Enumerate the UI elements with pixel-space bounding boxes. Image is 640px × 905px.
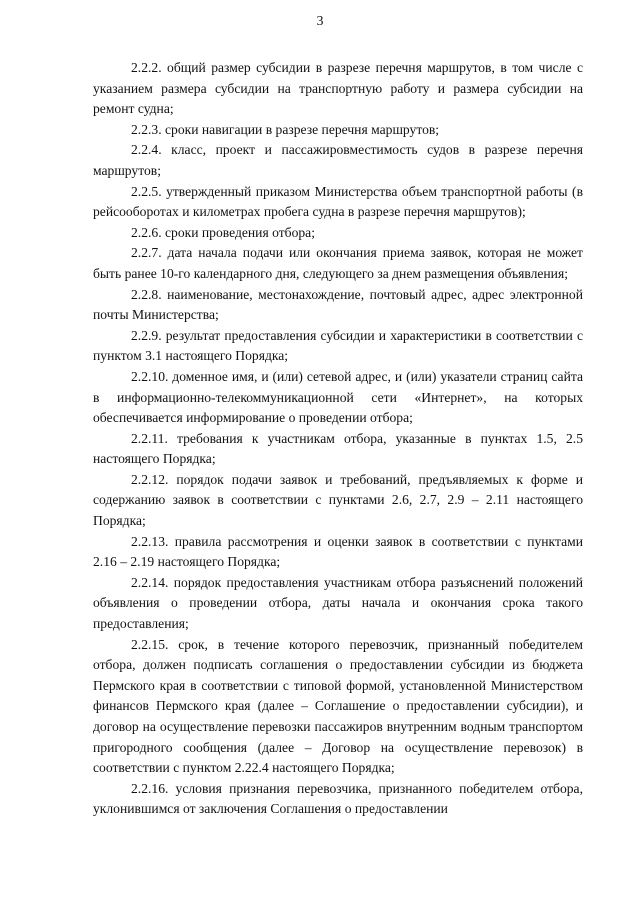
paragraph-2-2-9: 2.2.9. результат предоставления субсидии и характеристики в соответствии с пунктом 3.1 настоящего Порядка;	[93, 327, 583, 364]
paragraph-2-2-10: 2.2.10. доменное имя, и (или) сетевой адрес, и (или) указатели страниц сайта в информационно-телекоммуникационной сети «Интернет», на которых обеспечивается информирование о проведении отбора;	[93, 368, 583, 426]
paragraph-2-2-16: 2.2.16. условия признания перевозчика, признанного победителем отбора, уклонившимся от заключения Соглашения о предоставлении	[93, 780, 583, 817]
paragraph-2-2-13: 2.2.13. правила рассмотрения и оценки заявок в соответствии с пунктами 2.16 – 2.19 настоящего Порядка;	[93, 533, 583, 570]
paragraph-2-2-5: 2.2.5. утвержденный приказом Министерства объем транспортной работы (в рейсооборотах и километрах пробега судна в разрезе перечня маршрутов);	[93, 183, 583, 220]
paragraph-2-2-12: 2.2.12. порядок подачи заявок и требований, предъявляемых к форме и содержанию заявок в соответствии с пунктами 2.6, 2.7, 2.9 – 2.11 настоящего Порядка;	[93, 471, 583, 529]
paragraph-2-2-6: 2.2.6. сроки проведения отбора;	[131, 224, 315, 240]
page-number: 3	[316, 14, 324, 29]
paragraph-2-2-15: 2.2.15. срок, в течение которого перевозчик, признанный победителем отбора, должен подписать соглашения о предоставлении субсидии из бюджета Пермского края в соответствии с типовой формой, установленной Министерством финансов Пермского края (далее – Соглашение о предоставлении субсидии), и договор на осуществление перевозки пассажиров внутренним водным транспортом пригородного сообщения (далее – Договор на осуществление перевозок) в соответствии с пунктом 2.22.4 настоящего Порядка;	[93, 636, 583, 776]
paragraph-2-2-4: 2.2.4. класс, проект и пассажировместимость судов в разрезе перечня маршрутов;	[93, 142, 583, 178]
paragraph-2-2-11: 2.2.11. требования к участникам отбора, указанные в пунктах 1.5, 2.5 настоящего Порядка;	[93, 430, 583, 467]
paragraph-2-2-3: 2.2.3. сроки навигации в разрезе перечня маршрутов;	[131, 121, 440, 137]
document-body	[93, 58, 583, 820]
paragraph-2-2-8: 2.2.8. наименование, местонахождение, почтовый адрес, адрес электронной почты Министерства;	[93, 286, 583, 323]
paragraph-2-2-14: 2.2.14. порядок предоставления участникам отбора разъяснений положений объявления о проведении отбора, даты начала и окончания срока такого предоставления;	[93, 574, 583, 632]
paragraph-2-2-2: 2.2.2. общий размер субсидии в разрезе перечня маршрутов, в том числе с указанием размера субсидии на транспортную работу и размера субсидии на ремонт судна;	[93, 60, 583, 117]
paragraph-2-2-7: 2.2.7. дата начала подачи или окончания приема заявок, которая не может быть ранее 10-го календарного дня, следующего за днем размещения объявления;	[93, 245, 583, 281]
